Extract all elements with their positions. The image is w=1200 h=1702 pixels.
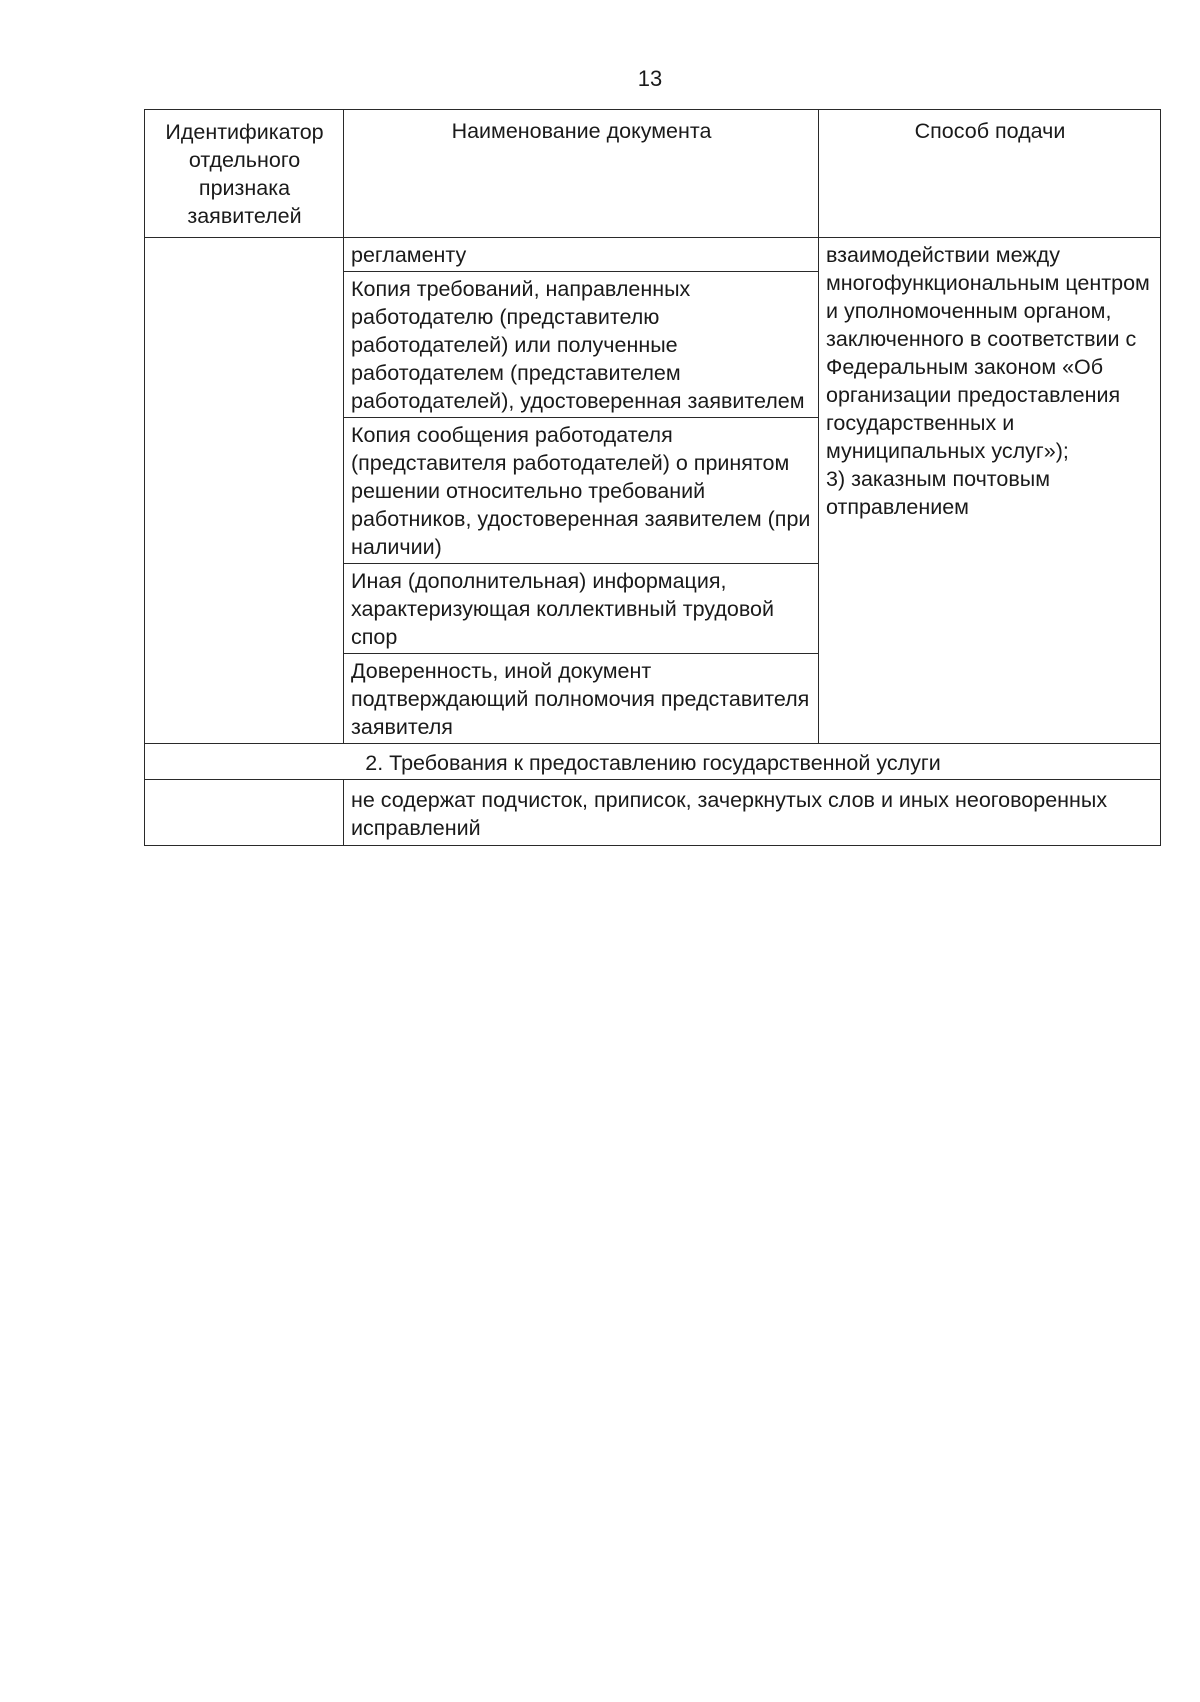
header-submission-method: Способ подачи [819,110,1161,238]
document-name-cell: Копия сообщения работодателя (представителя работодателей) о принятом решении относительно требований работников, удостоверенная заявителем (при наличии) [344,418,819,564]
document-name-cell: Доверенность, иной документ подтверждающий полномочия представителя заявителя [344,654,819,744]
header-document-name: Наименование документа [344,110,819,238]
identifier-cell [145,780,344,846]
table-row [145,238,1161,272]
page-number: 13 [637,66,663,91]
submission-method-cell: взаимодействии между многофункциональным центром и уполномоченным органом, заключенного в соответствии с Федеральным законом «Об организации предоставления государственных и муниципальных услуг»); 3) заказным почтовым отправлением [819,238,1161,744]
document-name-cell: Иная (дополнительная) информация, характеризующая коллективный трудовой спор [344,564,819,654]
requirements-cell: не содержат подчисток, приписок, зачеркнутых слов и иных неоговоренных исправлений [344,780,1161,846]
table-row [145,780,1161,846]
header-identifier: Идентификатор отдельного признака заявителей [145,110,344,238]
identifier-cell [145,238,344,744]
document-name-cell: регламенту [344,238,819,272]
table-header-row [145,110,1161,238]
section-heading: 2. Требования к предоставлению государственной услуги [145,744,1161,780]
section-heading-row [145,744,1161,780]
document-name-cell: Копия требований, направленных работодателю (представителю работодателей) или полученные работодателем (представителем работодателей), удостоверенная заявителем [344,272,819,418]
documents-table [144,109,1161,846]
